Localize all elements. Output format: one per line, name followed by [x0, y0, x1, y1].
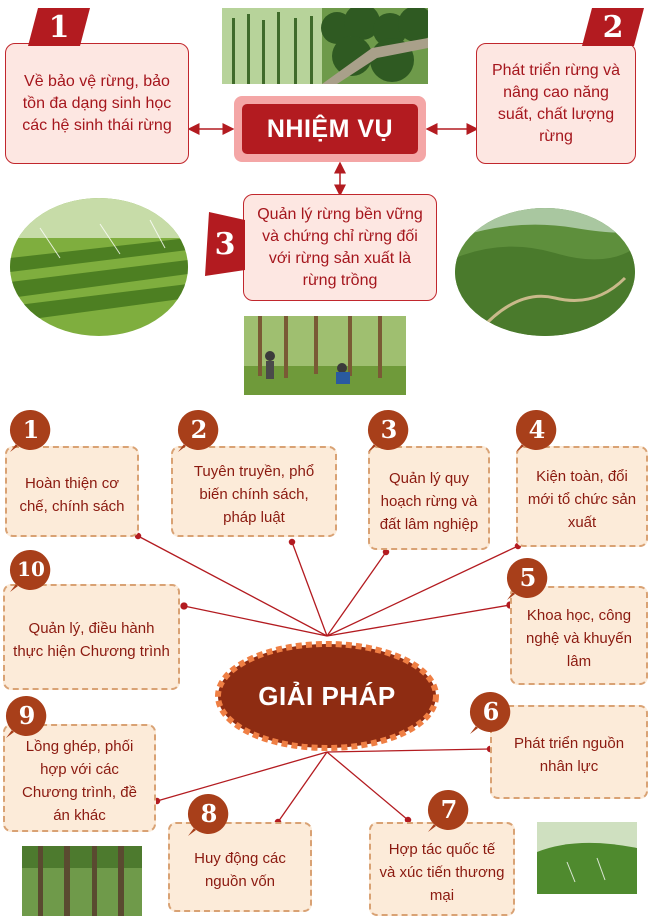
solution-7-number: 7: [440, 794, 458, 824]
solution-9-box: [3, 724, 156, 832]
solution-7-badge: [426, 788, 472, 834]
nhiem-vu-title: NHIỆM VỤ: [242, 104, 418, 154]
solution-10-text: Quản lý, điều hành thực hiện Chương trình: [13, 620, 170, 660]
task-3-number: 3: [214, 226, 236, 262]
solution-5-badge: [505, 556, 551, 602]
solution-9-number: 9: [18, 700, 36, 730]
task-3-text: Quản lý rừng bền vững và chứng chỉ rừng đối với rừng sản xuất là rừng trồng: [257, 205, 423, 289]
nhiem-vu-box: [234, 96, 426, 162]
task-3-flag: [205, 212, 245, 276]
solution-3-badge: [366, 408, 412, 454]
solution-8-number: 8: [200, 798, 218, 828]
solution-3-box: [368, 446, 490, 550]
solution-6-badge: [468, 690, 514, 736]
forest-photo-top: [222, 8, 428, 84]
task-3-box: [243, 194, 437, 301]
solution-7-text: Hợp tác quốc tế và xúc tiến thương mại: [379, 840, 505, 904]
tea-field-photo: [537, 822, 637, 894]
solution-3-text: Quản lý quy hoạch rừng và đất lâm nghiệp: [379, 469, 479, 533]
planting-photo: [244, 316, 406, 395]
solution-6-text: Phát triển nguồn nhân lực: [513, 735, 625, 775]
solution-2-badge: [176, 408, 222, 454]
solution-4-box: [516, 446, 648, 547]
solution-4-number: 4: [528, 414, 546, 444]
solution-1-text: Hoàn thiện cơ chế, chính sách: [19, 474, 125, 515]
solution-8-badge: [186, 792, 232, 838]
task-1-number: 1: [48, 9, 70, 45]
tree-trunks-photo: [22, 846, 142, 916]
solution-5-number: 5: [519, 562, 537, 592]
solution-1-badge: [8, 408, 54, 454]
task-1-text: Về bảo vệ rừng, bảo tồn đa dạng sinh học các hệ sinh thái rừng: [22, 72, 172, 134]
task-2-box: [476, 43, 636, 164]
hills-photo: [455, 208, 635, 336]
solution-10-badge: [8, 548, 54, 594]
solution-1-box: [5, 446, 139, 537]
solution-9-text: Lồng ghép, phối hợp với các Chương trình, đề án khác: [22, 738, 137, 824]
solution-5-text: Khoa học, công nghệ và khuyến lâm: [526, 607, 632, 670]
solution-7-box: [369, 822, 515, 916]
solution-8-text: Huy động các nguồn vốn: [194, 850, 286, 890]
solution-6-number: 6: [482, 696, 500, 726]
giai-phap-title: GIẢI PHÁP: [258, 680, 396, 711]
solution-10-number: 10: [17, 557, 45, 581]
giai-phap-ellipse: [214, 640, 440, 752]
solution-3-number: 3: [380, 414, 398, 444]
solution-2-number: 2: [190, 414, 208, 444]
solution-1-number: 1: [22, 414, 40, 444]
solution-2-text: Tuyên truyền, phổ biến chính sách, pháp luật: [193, 463, 315, 526]
solution-2-box: [171, 446, 337, 537]
solution-4-badge: [514, 408, 560, 454]
solution-9-badge: [4, 694, 50, 740]
task-1-box: [5, 43, 189, 164]
task-2-flag: [582, 8, 644, 46]
nursery-photo: [10, 198, 188, 336]
task-2-text: Phát triển rừng và nâng cao năng suất, chất lượng rừng: [491, 61, 621, 145]
task-2-number: 2: [602, 9, 624, 45]
solution-4-text: Kiện toàn, đổi mới tổ chức sản xuất: [527, 468, 637, 531]
task-1-flag: [28, 8, 90, 46]
solution-10-box: [3, 584, 180, 690]
